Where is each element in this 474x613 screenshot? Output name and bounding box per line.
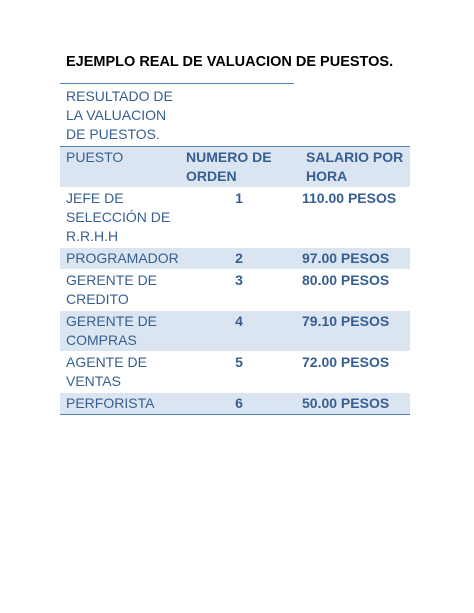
puesto-line: CREDITO [66,291,129,307]
header-salario [300,147,410,187]
cell-puesto [60,393,182,414]
table-row [60,247,410,269]
puesto-line: R.R.H.H [66,228,119,244]
table-row [60,187,410,247]
header-line: SALARIO POR [306,149,404,165]
caption-line: LA VALUACION [66,107,167,123]
cell-puesto [60,188,182,247]
cell-orden: 5 [235,354,243,370]
puesto-line: GERENTE DE [66,272,158,288]
puesto-line: JEFE DE [66,190,124,206]
cell-salario: 97.00 PESOS [302,250,390,266]
cell-puesto [60,311,182,351]
header-line: HORA [306,168,348,184]
table-row [60,392,410,415]
table-caption [60,83,294,146]
cell-orden: 4 [235,313,243,329]
cell-salario: 79.10 PESOS [302,313,390,329]
cell-salario: 50.00 PESOS [302,395,390,411]
puesto-line: GERENTE DE [66,313,158,329]
puesto-line: SELECCIÓN DE [66,209,171,225]
table-row [60,269,410,310]
cell-orden: 6 [235,395,243,411]
header-line: ORDEN [186,168,237,184]
cell-salario: 80.00 PESOS [302,272,390,288]
puesto-line: COMPRAS [66,332,137,348]
cell-orden: 2 [235,250,243,266]
puesto-line: PROGRAMADOR [66,250,179,266]
cell-orden: 1 [235,190,243,206]
caption-line: DE PUESTOS. [66,126,160,142]
cell-orden: 3 [235,272,243,288]
cell-puesto [60,248,182,269]
table-row [60,310,410,351]
valuation-table [60,83,410,415]
puesto-line: AGENTE DE [66,354,147,370]
caption-line: RESULTADO DE [66,88,173,104]
cell-puesto [60,352,182,392]
table-header-row [60,146,410,187]
header-numero-orden [182,147,300,187]
table-row [60,351,410,392]
puesto-line: VENTAS [66,373,121,389]
document-title: EJEMPLO REAL DE VALUACION DE PUESTOS. [66,54,394,70]
puesto-line: PERFORISTA [66,395,155,411]
header-puesto: PUESTO [66,149,124,165]
cell-puesto [60,270,182,310]
header-line: NUMERO DE [186,149,272,165]
cell-salario: 110.00 PESOS [302,190,397,206]
cell-salario: 72.00 PESOS [302,354,390,370]
